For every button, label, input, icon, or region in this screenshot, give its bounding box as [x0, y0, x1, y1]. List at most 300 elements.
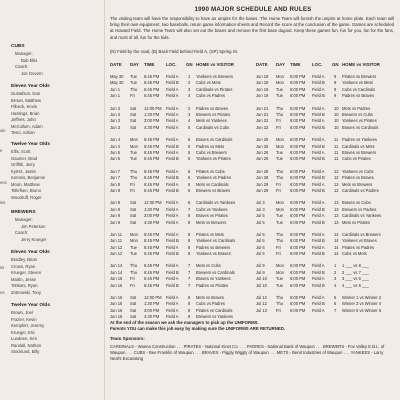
schedule-cell: 6:45 PM: [144, 263, 160, 269]
schedule-cell: 10: [334, 118, 339, 124]
schedule-cell: Mets vs Cardinals: [196, 181, 229, 187]
roster-heading: Twelve Year Olds: [11, 303, 51, 308]
schedule-cell: Brewers vs Pirates: [196, 111, 231, 117]
schedule-cell: Pirates vs Brewers: [342, 74, 377, 79]
schedule-cell: Winner 5 vs Winner 6: [342, 307, 382, 313]
schedule-cell: 8: [188, 314, 191, 320]
schedule-cell: Jun 9: [110, 200, 121, 206]
field-legend: (N) Field by the road, (B) Back Field behind Field A, (SP) Spring St.: [110, 49, 239, 54]
schedule-cell: Padres vs Braves: [196, 105, 229, 111]
schedule-cell: 7: [188, 269, 191, 275]
schedule-cell: 9: [334, 93, 337, 99]
schedule-cell: 7: [188, 206, 191, 212]
schedule-cell: Brewers vs Braves: [196, 187, 231, 193]
schedule-cell: 6:00 PM: [290, 301, 306, 307]
schedule-cell: 6:00 PM: [290, 86, 306, 92]
schedule-cell: 1:30 PM: [144, 111, 160, 117]
schedule-cell: 6: [188, 168, 191, 174]
rules-paragraph: The visiting team will have the responsibility to have an umpire for the bases. The Home Team will furnish the umpire at home plate. Each team will bring their own equipment, two baseballs, return game information sheets and Record the score at the conclusion of the game. Games are scheduled at Howard Field. The Home Team will also set out the bases and remove the first base dugout. Keep these games fun, fun for you, fun for the fans, and most of all, fun for the kids.: [110, 16, 394, 40]
schedule-cell: Padres vs Brewers: [196, 244, 231, 250]
schedule-cell: Field B: [166, 156, 179, 162]
schedule-cell: Braves vs Pirates: [196, 213, 228, 219]
schedule-cell: 13: [334, 219, 339, 225]
schedule-cell: Field A: [312, 181, 325, 187]
schedule-cell: Jul 5: [256, 213, 265, 219]
schedule-cell: 6:45 PM: [144, 282, 160, 288]
roster-line: Hastings, Brian: [11, 110, 40, 116]
schedule-cell: Fri: [276, 118, 281, 124]
schedule-cell: 6:00 PM: [290, 124, 306, 130]
schedule-cell: 8: [188, 219, 191, 225]
roster-heading: Eleven Year Olds: [11, 250, 50, 255]
schedule-cell: Fri: [130, 181, 135, 187]
schedule-cell: Jun 18: [256, 74, 269, 79]
schedule-cell: 6:45 PM: [144, 74, 160, 79]
schedule-header: [108, 62, 398, 70]
schedule-cell: 8: [188, 213, 191, 219]
schedule-cell: Jun 29: [256, 187, 269, 193]
schedule-cell: 6:00 PM: [290, 206, 306, 212]
schedule-cell: Thu: [276, 238, 284, 244]
schedule-cell: 6:00 PM: [290, 219, 306, 225]
col-header-loc: LOC.: [312, 62, 323, 67]
schedule-cell: 11: [334, 143, 339, 149]
schedule-cell: Field A: [312, 118, 325, 124]
roster-line: Gaumer, Brad: [11, 155, 38, 161]
schedule-cell: Field B: [166, 238, 179, 244]
schedule-cell: 6:45 PM: [144, 276, 160, 282]
schedule-cell: Fri: [130, 93, 135, 99]
schedule-cell: 11: [334, 137, 339, 143]
schedule-cell: Yankees vs Mets: [342, 80, 373, 86]
schedule-cell: 6:45 PM: [144, 181, 160, 187]
schedule-cell: Jun 25: [256, 137, 269, 143]
schedule-cell: Thu: [130, 86, 138, 92]
schedule-cell: Jun 4: [110, 137, 121, 143]
schedule-cell: Jun 8: [110, 181, 121, 187]
schedule-cell: Field A: [312, 276, 325, 282]
schedule-cell: Field B: [166, 269, 179, 275]
schedule-cell: 6:00 PM: [290, 276, 306, 282]
col-header-loc: LOC.: [166, 62, 177, 67]
schedule-cell: 6: [188, 200, 191, 206]
schedule-cell: Field A: [166, 124, 179, 130]
roster-line: Tottsoni, Ryan: [11, 283, 38, 288]
schedule-cell: Pirates vs Padres: [342, 244, 375, 250]
schedule-cell: Thu: [276, 231, 284, 237]
schedule-cell: Cubs vs Padres: [196, 93, 225, 99]
schedule-cell: Yankees vs Cubs: [342, 168, 374, 174]
schedule-cell: 10: [334, 111, 339, 117]
schedule-cell: Field B: [312, 251, 325, 257]
schedule-cell: Pirates vs Cubs: [196, 168, 225, 174]
schedule-cell: 6:45 PM: [144, 269, 160, 275]
schedule-cell: Jun 22: [256, 118, 269, 124]
schedule-cell: Jun 16: [110, 294, 123, 300]
schedule-cell: Jun 19: [256, 86, 269, 92]
schedule-cell: Jul 6: [256, 251, 265, 257]
roster-line: Zotnowski, Tony: [11, 289, 41, 295]
schedule-cell: Field B: [166, 143, 179, 149]
schedule-cell: Yankees vs Cardinals: [196, 238, 236, 244]
schedule-cell: Cardinals vs Yankees: [196, 200, 236, 206]
schedule-cell: Jun 12: [110, 251, 123, 257]
schedule-cell: 5: [188, 124, 191, 130]
roster-line: Bradley, Brian: [11, 257, 37, 262]
schedule-cell: Jul 3: [256, 200, 265, 206]
schedule-cell: 6:45 PM: [144, 251, 160, 257]
schedule-cell: Jun 29: [256, 181, 269, 187]
schedule-cell: Jul 9: [256, 269, 265, 275]
schedule-cell: 6:00 PM: [290, 263, 306, 269]
roster-line: Brown, Matthew: [11, 97, 42, 103]
cutoff-text: ins: [0, 200, 6, 205]
schedule-row: [108, 156, 398, 162]
roster-line: Bob Ellis: [21, 57, 38, 63]
schedule-cell: 3:00 PM: [144, 118, 160, 124]
notice-line: Parents YOU can make this job easy by making sure the UNIFORMS ARE RETURNED.: [110, 326, 286, 331]
schedule-cell: Field A: [312, 149, 325, 155]
schedule-cell: Tue: [130, 74, 137, 79]
schedule-cell: Yankees vs Brewers: [196, 74, 234, 79]
schedule-cell: Field A: [166, 74, 179, 79]
schedule-cell: 2 ___ vs 7 ___: [342, 269, 369, 275]
schedule-cell: Mon: [276, 137, 284, 143]
schedule-cell: Field B: [312, 111, 325, 117]
schedule-cell: Mets vs Cubs: [196, 263, 221, 269]
schedule-cell: 8: [188, 238, 191, 244]
schedule-cell: 14: [334, 251, 339, 257]
schedule-cell: Cardinals vs Pirates: [196, 86, 233, 92]
schedule-cell: 6:00 PM: [290, 231, 306, 237]
schedule-cell: Field B: [312, 143, 325, 149]
schedule-cell: Field A: [166, 137, 179, 143]
schedule-cell: 7: [188, 276, 191, 282]
schedule-cell: Mon: [130, 143, 138, 149]
schedule-cell: 12:00 PM: [144, 105, 162, 111]
schedule-cell: Tue: [276, 149, 283, 155]
schedule-cell: Yankees vs Pirates: [196, 156, 231, 162]
sponsors-text: CARDINALS - Waena Construction . . . PIRATES - National Kinet Co. . . . PADRES - National Bank of Waupun . . . BREWERS - Fox Valley E.B.L. of Waupun . . . CUBS - Bee Franklin of Waupun . . . BRAVES - Piggly Wiggly of Waupun . . . METS - Bend Industries of Waupun . . . YANKEES - Larry Neal's Excavating: [110, 344, 385, 362]
schedule-cell: Mon: [276, 269, 284, 275]
schedule-cell: Jun 28: [256, 175, 269, 181]
roster-line: Griffith, Jerry: [11, 162, 35, 167]
schedule-cell: 6:00 PM: [290, 105, 306, 111]
schedule-cell: 4: [188, 118, 191, 124]
schedule-cell: Tue: [276, 156, 283, 162]
schedule-cell: Field A: [166, 213, 179, 219]
col-header-day: DAY: [276, 62, 285, 67]
schedule-cell: 8: [188, 231, 191, 237]
schedule-cell: Pirates vs Cardinals: [196, 307, 233, 313]
schedule-cell: Field A: [312, 86, 325, 92]
schedule-cell: Thu: [276, 111, 284, 117]
schedule-cell: Field A: [166, 118, 179, 124]
cutoff-text: ss: [0, 265, 5, 270]
schedule-cell: Mon: [276, 200, 284, 206]
schedule-cell: 12: [334, 187, 339, 193]
col-header-gn: GN: [186, 62, 193, 67]
schedule-cell: Field B: [312, 301, 325, 307]
schedule-cell: 4:30 PM: [144, 219, 160, 225]
schedule-cell: Field A: [312, 105, 325, 111]
schedule-cell: Jul 12: [256, 301, 267, 307]
schedule-cell: Mon: [130, 231, 138, 237]
notice-line: At the end of the season we ask the managers to pick up the UNIFORMS.: [110, 320, 259, 325]
roster-line: Jim Peterson: [21, 223, 46, 229]
roster-line: Jerry Krueger: [21, 236, 47, 242]
schedule-cell: 2: [188, 80, 191, 86]
schedule-cell: Field B: [312, 80, 325, 86]
schedule-cell: 4:30 PM: [144, 314, 160, 320]
schedule-cell: Jun 14: [110, 269, 123, 275]
schedule-cell: Field A: [312, 263, 325, 269]
schedule-cell: Sat: [130, 213, 137, 219]
schedule-cell: Cardinals vs Mets: [342, 143, 375, 149]
schedule-cell: Jun 5: [110, 149, 121, 155]
schedule-cell: Jul 10: [256, 282, 267, 288]
schedule-cell: Jul 9: [256, 263, 265, 269]
schedule-cell: 13: [334, 206, 339, 212]
schedule-cell: 3: [188, 111, 191, 117]
schedule-cell: Jun 3: [110, 105, 121, 111]
schedule-cell: 6:00 PM: [290, 168, 306, 174]
schedule-cell: Sat: [130, 206, 137, 212]
schedule-cell: Jun 15: [110, 282, 123, 288]
schedule-cell: 6: [188, 187, 191, 193]
schedule-cell: Field A: [166, 307, 179, 313]
schedule-cell: 6: [188, 175, 191, 181]
cutoff-text: e: [0, 148, 3, 153]
schedule-cell: 4: [188, 93, 191, 99]
brewers-staff: [11, 210, 46, 243]
schedule-cell: Field A: [312, 200, 325, 206]
schedule-cell: Jun 28: [256, 168, 269, 174]
schedule-cell: 11: [334, 149, 339, 155]
schedule-cell: 6:00 PM: [290, 282, 306, 288]
schedule-cell: Brewers vs Cardinals: [196, 269, 235, 275]
schedule-cell: 6:00 PM: [290, 251, 306, 257]
schedule-cell: 6:00 PM: [290, 111, 306, 117]
cubs-staff: [11, 44, 43, 77]
schedule-cell: 12:00 PM: [144, 294, 162, 300]
schedule-cell: 3: [334, 276, 337, 282]
schedule-cell: Field B: [312, 156, 325, 162]
col-header-day: DAY: [130, 62, 139, 67]
schedule-cell: Jun 1: [110, 93, 121, 99]
schedule-cell: Jun 19: [256, 93, 269, 99]
schedule-cell: Jun 15: [110, 276, 123, 282]
roster-line: Joe Govern: [21, 70, 43, 76]
schedule-cell: Jun 9: [110, 219, 121, 225]
schedule-cell: Thu: [130, 263, 138, 269]
schedule-cell: Field A: [166, 168, 179, 174]
schedule-cell: 6:45 PM: [144, 149, 160, 155]
schedule-cell: 3:00 PM: [144, 213, 160, 219]
schedule-cell: Tue: [130, 149, 137, 155]
schedule-cell: Fri: [276, 124, 281, 130]
schedule-cell: Field A: [166, 181, 179, 187]
schedule-cell: 1:30 PM: [144, 206, 160, 212]
schedule-cell: Tue: [130, 80, 137, 86]
schedule-cell: Field B: [312, 124, 325, 130]
schedule-cell: Mon: [276, 143, 284, 149]
schedule-cell: Field A: [312, 244, 325, 250]
schedule-cell: Pirates vs Mets: [196, 231, 224, 237]
schedule-cell: 6: [334, 301, 337, 307]
schedule-cell: 6:00 PM: [290, 213, 306, 219]
roster-line: Woodruff, Roger: [11, 194, 42, 200]
schedule-cell: Jun 16: [110, 307, 123, 313]
schedule-cell: 13: [334, 213, 339, 219]
schedule-cell: Field A: [166, 200, 179, 206]
schedule-row: [108, 283, 398, 289]
schedule-cell: Jun 21: [256, 105, 269, 111]
schedule-cell: Mon: [276, 80, 284, 86]
schedule-cell: 6:00 PM: [290, 118, 306, 124]
schedule-cell: Braves vs Yankees: [196, 276, 231, 282]
schedule-cell: May 30: [110, 80, 124, 86]
schedule-cell: 6:45 PM: [144, 175, 160, 181]
schedule-cell: 8: [334, 80, 337, 86]
schedule-cell: Field A: [312, 137, 325, 143]
schedule-cell: Fri: [130, 282, 135, 288]
schedule-cell: Jun 25: [256, 143, 269, 149]
roster-line: Moon, Matthew: [11, 181, 40, 187]
schedule-cell: Cubs vs Cardinals: [342, 86, 376, 92]
schedule-cell: Tue: [276, 213, 283, 219]
schedule-cell: Jun 3: [110, 111, 121, 117]
schedule-cell: Jun 8: [110, 187, 121, 193]
schedule-cell: Field A: [312, 294, 325, 300]
schedule-cell: 12: [334, 175, 339, 181]
schedule-cell: 6:45 PM: [144, 156, 160, 162]
schedule-cell: Field B: [166, 251, 179, 257]
schedule-cell: Thu: [130, 269, 138, 275]
schedule-cell: Brewers vs Yankees: [196, 314, 233, 320]
schedule-cell: 7: [334, 307, 337, 313]
schedule-cell: 12:00 PM: [144, 200, 162, 206]
schedule-cell: Field A: [166, 301, 179, 307]
schedule-cell: Jun 1: [110, 86, 121, 92]
col-header-matchup: HOME vs VISITOR: [196, 62, 234, 67]
schedule-cell: Jul 13: [256, 307, 267, 313]
schedule-cell: Thu: [130, 175, 138, 181]
schedule-cell: 6:00 PM: [290, 175, 306, 181]
col-header-time: TIME: [290, 62, 301, 67]
schedule-cell: Cubs vs Mets: [196, 80, 221, 86]
schedule-cell: Braves vs Brewers: [342, 149, 377, 155]
schedule-cell: Thu: [130, 168, 138, 174]
schedule-row: [108, 93, 398, 99]
schedule-cell: Sat: [130, 314, 137, 320]
roster-line: Krueger, Steven: [11, 270, 42, 275]
roster-line: Crown, Ryan: [11, 263, 36, 269]
schedule-cell: 6:45 PM: [144, 93, 160, 99]
schedule-cell: Cubs vs Pirates: [342, 156, 371, 162]
roster-line: Lundeen, Ken: [11, 336, 38, 341]
roster-line: Ellis, Scott: [11, 149, 31, 154]
schedule-cell: Cubs vs Padres: [196, 301, 225, 307]
schedule-cell: 14: [334, 231, 339, 237]
schedule-cell: 9: [334, 86, 337, 92]
schedule-cell: 13: [334, 200, 339, 206]
schedule-cell: Brewers vs Cubs: [342, 111, 373, 117]
schedule-cell: 6:00 PM: [290, 244, 306, 250]
schedule-cell: Padres vs Mets: [196, 143, 225, 149]
schedule-cell: 6:00 PM: [290, 200, 306, 206]
cubs-eleven-roster: [11, 84, 50, 137]
schedule-cell: Jul 6: [256, 244, 265, 250]
schedule-cell: Tue: [130, 244, 137, 250]
schedule-cell: Yankees vs Braves: [196, 251, 231, 257]
roster-line: Coach:: [15, 64, 29, 69]
schedule-cell: Pirates vs Braves: [342, 175, 374, 181]
roster-line: Kyrtsz, Justin: [11, 168, 36, 174]
schedule-cell: 4 ___ vs 5 ___: [342, 282, 369, 288]
schedule-cell: Mon: [276, 74, 284, 79]
schedule-cell: Cubs vs Mets: [342, 251, 367, 257]
schedule-cell: Field A: [166, 263, 179, 269]
schedule-cell: Field A: [312, 231, 325, 237]
schedule-cell: Field B: [312, 206, 325, 212]
schedule-cell: Cardinals vs Cubs: [196, 124, 230, 130]
schedule-cell: 6:00 PM: [290, 149, 306, 155]
schedule-row: [108, 188, 398, 194]
roster-line: Martin, Jesse: [11, 276, 36, 282]
schedule-cell: Field A: [166, 294, 179, 300]
schedule-cell: 2: [334, 269, 337, 275]
schedule-cell: Jun 22: [256, 124, 269, 130]
schedule-cell: Cubs vs Yankees: [196, 206, 228, 212]
schedule-cell: 8: [188, 307, 191, 313]
roster-line: Tellefsen, Bruno: [11, 188, 42, 193]
schedule-cell: 8: [188, 244, 191, 250]
roster-line: Coach:: [15, 230, 29, 235]
schedule-cell: 14: [334, 244, 339, 250]
schedule-cell: Braves vs Cardinals: [196, 137, 233, 143]
schedule-cell: Fri: [130, 276, 135, 282]
schedule-cell: Mon: [276, 206, 284, 212]
schedule-cell: Field B: [312, 93, 325, 99]
schedule-cell: Padres vs Yankees: [342, 137, 377, 143]
schedule-cell: 14: [334, 238, 339, 244]
schedule-cell: Field B: [312, 187, 325, 193]
schedule-cell: 4:30 PM: [144, 124, 160, 130]
schedule-cell: Jul 5: [256, 219, 265, 225]
schedule-row: [108, 125, 398, 131]
col-header-gn: GN: [332, 62, 339, 67]
schedule-cell: 6: [188, 181, 191, 187]
roster-line: McCollum, Adam: [11, 123, 43, 129]
schedule-cell: Sat: [130, 294, 137, 300]
schedule-cell: Field A: [166, 111, 179, 117]
schedule-cell: Field A: [312, 307, 325, 313]
schedule-cell: 1: [188, 74, 191, 79]
schedule-cell: Sat: [130, 219, 137, 225]
schedule-cell: 6:00 PM: [290, 181, 306, 187]
team-name: CUBS: [11, 44, 25, 49]
schedule-cell: Jun 9: [110, 206, 121, 212]
col-header-time: TIME: [144, 62, 155, 67]
schedule-cell: Thu: [276, 301, 284, 307]
schedule-cell: Mets vs Braves: [196, 294, 224, 300]
schedule-cell: 6:00 PM: [290, 238, 306, 244]
schedule-cell: Jun 16: [110, 301, 123, 307]
col-header-date: DATE: [256, 62, 268, 67]
schedule-cell: 5: [188, 156, 191, 162]
schedule-cell: Sat: [130, 111, 137, 117]
